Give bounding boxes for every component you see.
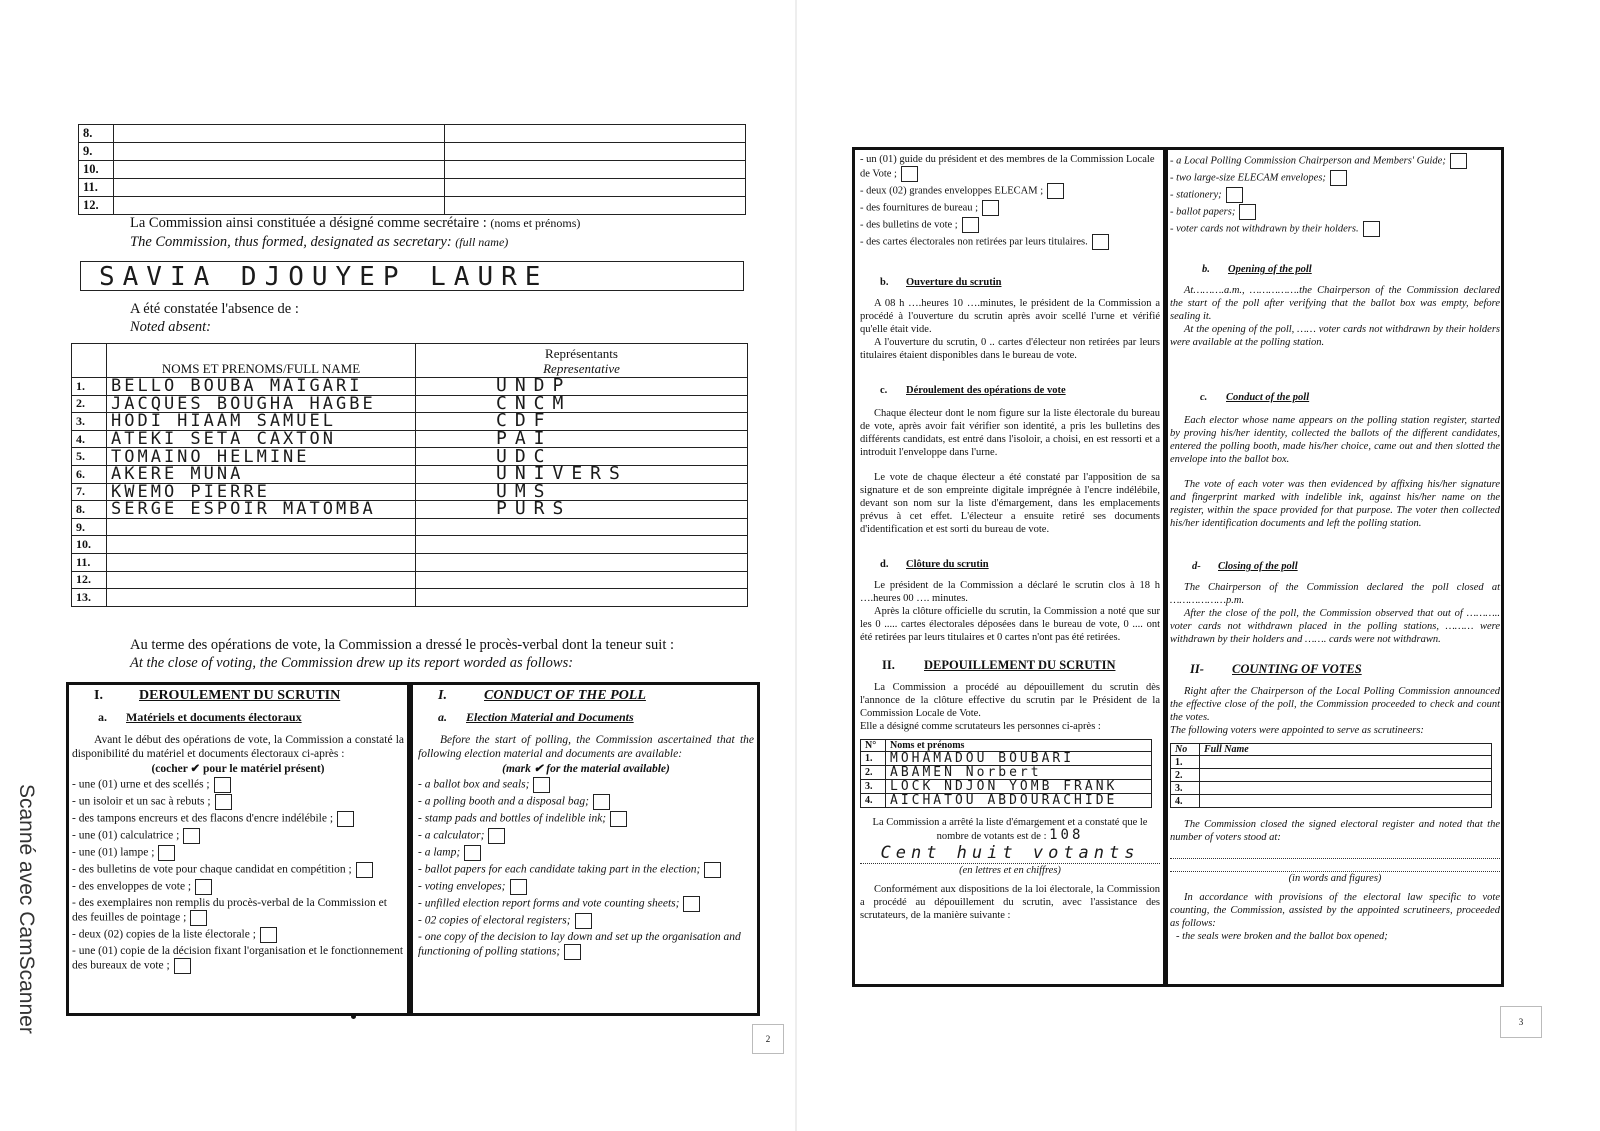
- fr-d-heading: [860, 558, 1160, 571]
- absent-row-name: SERGE ESPOIR MATOMBA: [107, 501, 416, 519]
- scrutineer-name: [1200, 756, 1492, 769]
- fr-scrut-head-n: N°: [861, 740, 886, 752]
- en-d-title: Closing of the poll: [1218, 561, 1298, 572]
- en-scrutineer-table: [1170, 743, 1492, 808]
- checklist-item: [418, 811, 754, 827]
- checkbox[interactable]: [215, 794, 232, 810]
- scrutineer-name: LOCK NDJON YOMB FRANK: [886, 780, 1152, 794]
- fr-ii-text2: Elle a désigné comme scrutateurs les personnes ci-après :: [860, 721, 1101, 732]
- en-ii-heading: [1170, 662, 1500, 677]
- checklist-item-label: - une (01) copie de la décision fixant l'organisation et le fonctionnement des bureaux de vote ;: [72, 945, 404, 972]
- absent-row-name: HODI HIAAM SAMUEL: [107, 413, 416, 431]
- en-item-list: [418, 777, 754, 960]
- scrutineer-name: [1200, 795, 1492, 808]
- fr-scrut-head-name: Noms et prénoms: [886, 740, 1152, 752]
- fr-section-num: I.: [94, 688, 103, 703]
- fr-b-title: Ouverture du scrutin: [906, 277, 1002, 288]
- scrutineer-row: [1171, 782, 1492, 795]
- absent-header-name: NOMS ET PRENOMS/FULL NAME: [107, 344, 416, 378]
- absent-row-name: [107, 536, 416, 554]
- member-row: [79, 179, 746, 197]
- camscanner-watermark: Scanné avec CamScanner: [15, 784, 38, 1034]
- checklist-item-label: - stamp pads and bottles of indelible ink;: [418, 812, 607, 825]
- absent-row-rep: UDC: [416, 448, 748, 466]
- en-ii-text2: The following voters were appointed to serve as scrutineers:: [1170, 725, 1424, 736]
- checklist-item: [418, 862, 754, 878]
- checklist-item: [72, 777, 404, 793]
- absent-row: [72, 378, 748, 396]
- checklist-item: [72, 828, 404, 844]
- scrutineer-row: [1171, 795, 1492, 808]
- checkbox[interactable]: [1047, 183, 1064, 199]
- scrutineer-number: 1.: [1171, 756, 1200, 769]
- absent-row: [72, 553, 748, 571]
- secretary-label-fr: [130, 215, 750, 232]
- checklist-item: [860, 234, 1160, 250]
- checkbox[interactable]: [1239, 204, 1256, 220]
- checklist-item-label: - deux (02) copies de la liste électorale ;: [72, 928, 256, 941]
- en-ii-num: II-: [1190, 662, 1204, 676]
- absent-row-rep: [416, 553, 748, 571]
- absent-label-en: Noted absent:: [130, 319, 211, 335]
- fr-sub-a-title: Matériels et documents électoraux: [126, 710, 302, 724]
- fr-ii-title: DEPOUILLEMENT DU SCRUTIN: [924, 658, 1116, 672]
- checklist-item: [418, 794, 754, 810]
- scrutineer-name: [1200, 782, 1492, 795]
- en-c-text1: Each elector whose name appears on the polling station register, started by proving his/her identity, collected the ballots of the different candidates, entered the polling booth, made his/her choice, came out and then slotted the envelope into the ballot box.: [1170, 415, 1500, 465]
- checklist-item: [860, 200, 1160, 216]
- checklist-item-label: - une (01) urne et des scellés ;: [72, 778, 210, 791]
- absent-row: [72, 571, 748, 589]
- en-check-note: (mark ✔ for the material available): [502, 763, 670, 775]
- checklist-item: [1170, 221, 1500, 237]
- checklist-item-label: - un isoloir et un sac à rebuts ;: [72, 795, 211, 808]
- en-b-text2: At the opening of the poll, …… voter cards not withdrawn by their holders were available at the polling station.: [1170, 324, 1500, 348]
- checklist-item-label: - ballot papers;: [1170, 206, 1236, 218]
- checklist-item: [1170, 153, 1500, 169]
- checklist-item: [860, 217, 1160, 233]
- scrutineer-number: 4.: [1171, 795, 1200, 808]
- checkbox[interactable]: [575, 913, 592, 929]
- checkbox[interactable]: [260, 927, 277, 943]
- en-final: In accordance with provisions of the electoral law specific to vote counting, the Commission, assisted by the appointed scrutineers, proceeded as follows:: [1170, 892, 1500, 929]
- fr-c-title: Déroulement des opérations de vote: [906, 385, 1066, 396]
- absent-row-name: KWEMO PIERRE: [107, 483, 416, 501]
- fr-d-title: Clôture du scrutin: [906, 559, 989, 570]
- absent-row-rep: PURS: [416, 501, 748, 519]
- fr-b-text2: A l'ouverture du scrutin, 0 .. cartes d'électeur non retirées par leurs titulaires étaient disponibles dans le bureau de vote.: [860, 337, 1160, 361]
- checkbox[interactable]: [962, 217, 979, 233]
- checkbox[interactable]: [610, 811, 627, 827]
- checklist-item-label: - des bulletins de vote ;: [860, 219, 958, 231]
- absent-row-name: [107, 518, 416, 536]
- scrutineer-name: [1200, 769, 1492, 782]
- en-b-letter: b.: [1202, 264, 1210, 275]
- fr-section-title: DEROULEMENT DU SCRUTIN: [139, 688, 341, 703]
- absent-row: [72, 395, 748, 413]
- absent-row-rep: UNIVERS: [416, 465, 748, 483]
- checklist-item-label: - a ballot box and seals;: [418, 778, 530, 791]
- absent-row-name: [107, 553, 416, 571]
- checklist-item: [418, 930, 754, 960]
- scrutineer-name: ABAMEN Norbert: [886, 766, 1152, 780]
- checklist-item-label: - des cartes électorales non retirées par leurs titulaires.: [860, 236, 1088, 248]
- member-row-number: 11.: [79, 179, 114, 197]
- member-row-number: 10.: [79, 161, 114, 179]
- checklist-item-label: - voting envelopes;: [418, 880, 506, 893]
- absent-header-rep-fr: Représentants: [545, 345, 618, 361]
- en-ii-title: COUNTING OF VOTES: [1232, 662, 1362, 676]
- secretary-label-en-small: (full name): [455, 235, 509, 249]
- absent-row-name: ATEKI SETA CAXTON: [107, 430, 416, 448]
- checklist-item: [1170, 204, 1500, 220]
- absent-row-number: 4.: [72, 430, 107, 448]
- checklist-item: [418, 777, 754, 793]
- checklist-item: [72, 927, 404, 943]
- absent-row-rep: CDF: [416, 413, 748, 431]
- absent-row: [72, 589, 748, 607]
- en-voters-text: The Commission closed the signed electoral register and noted that the number of voters stood at:: [1170, 819, 1500, 843]
- fr-b-letter: b.: [880, 277, 889, 288]
- absent-row-name: JACQUES BOUGHA HAGBE: [107, 395, 416, 413]
- member-row-name: [114, 125, 445, 143]
- checklist-item: [1170, 170, 1500, 186]
- fr-sub-a: [72, 710, 404, 725]
- scrutineer-number: 1.: [861, 752, 886, 766]
- checkbox[interactable]: [1226, 187, 1243, 203]
- checkbox[interactable]: [464, 845, 481, 861]
- absent-table: [71, 343, 748, 607]
- checklist-item-label: - stationery;: [1170, 189, 1222, 201]
- scrutineer-row: [861, 780, 1152, 794]
- absent-row-number: 7.: [72, 483, 107, 501]
- secretary-label-en: [130, 234, 750, 251]
- dot-mark: [351, 1014, 356, 1019]
- checkbox[interactable]: [337, 811, 354, 827]
- absent-row-rep: PAI: [416, 430, 748, 448]
- checkbox[interactable]: [1330, 170, 1347, 186]
- absent-row: [72, 483, 748, 501]
- checklist-item-label: - des enveloppes de vote ;: [72, 880, 192, 893]
- checklist-item: [418, 879, 754, 895]
- member-row: [79, 197, 746, 215]
- absent-row-number: 5.: [72, 448, 107, 466]
- fr-voters-text: [860, 816, 1160, 843]
- en-final-item: - the seals were broken and the ballot box opened;: [1176, 931, 1388, 942]
- absent-row-name: TOMAINO HELMINE: [107, 448, 416, 466]
- member-row-name: [114, 143, 445, 161]
- conduct-en-column: [418, 688, 754, 960]
- checkbox[interactable]: [356, 862, 373, 878]
- en-scrut-head-name: Full Name: [1200, 744, 1492, 756]
- fr-c-text2: Le vote de chaque électeur a été constaté par l'apposition de sa signature et de son empreinte digitale imprégnée à l'encre indélébile, devant son nom sur la liste d'émargement, dans les emplacements prévus à cet effet. L'électeur a ensuite retiré ses documents d'identification et est sorti du bureau de vote.: [860, 472, 1160, 535]
- checkbox[interactable]: [158, 845, 175, 861]
- scrutineer-row: [861, 794, 1152, 808]
- scrutineer-number: 4.: [861, 794, 886, 808]
- checkbox[interactable]: [488, 828, 505, 844]
- scrutineer-name: MOHAMADOU BOUBARI: [886, 752, 1152, 766]
- checklist-item-label: - a polling booth and a disposal bag;: [418, 795, 589, 808]
- member-row: [79, 161, 746, 179]
- close-text-fr: Au terme des opérations de vote, la Commission a dressé le procès-verbal dont la teneur suit :: [130, 637, 675, 653]
- member-row-number: 12.: [79, 197, 114, 215]
- absent-row-rep: UMS: [416, 483, 748, 501]
- fr-voters-text-body: La Commission a arrêté la liste d'émargement et a constaté que le nombre de votants est de :: [872, 817, 1148, 842]
- checklist-item: [860, 153, 1160, 182]
- checkbox[interactable]: [593, 794, 610, 810]
- absent-row-rep: [416, 518, 748, 536]
- right-fr-column: [860, 152, 1160, 922]
- fr-check-note: (cocher ✔ pour le matériel présent): [151, 763, 325, 775]
- scrutineer-row: [1171, 769, 1492, 782]
- absent-row-name: [107, 589, 416, 607]
- en-sub-a: [418, 710, 754, 725]
- scrutineer-number: 3.: [861, 780, 886, 794]
- absent-row: [72, 518, 748, 536]
- member-row-extra: [445, 179, 746, 197]
- member-row-extra: [445, 197, 746, 215]
- en-d-letter: d-: [1192, 561, 1201, 572]
- absent-row-rep: [416, 589, 748, 607]
- en-d-heading: [1170, 560, 1500, 573]
- en-c-title: Conduct of the poll: [1226, 392, 1310, 403]
- checkbox[interactable]: [533, 777, 550, 793]
- fr-section-heading: [72, 688, 404, 704]
- close-text-en: At the close of voting, the Commission drew up its report worded as follows:: [130, 655, 574, 671]
- member-row: [79, 143, 746, 161]
- checklist-item-label: - voter cards not withdrawn by their holders.: [1170, 223, 1359, 235]
- absent-header-rep-en: Representative: [543, 360, 620, 376]
- member-row: [79, 125, 746, 143]
- checklist-item: [860, 183, 1160, 199]
- checklist-item: [72, 811, 404, 827]
- fr-d-text1: Le président de la Commission a déclaré le scrutin clos à 18 h ….heures 00 …. minutes.: [860, 580, 1160, 604]
- absent-row-number: 9.: [72, 518, 107, 536]
- en-intro: Before the start of polling, the Commission ascertained that the following election material and documents are available:: [418, 734, 754, 760]
- en-sub-a-letter: a.: [438, 710, 447, 724]
- absent-row: [72, 501, 748, 519]
- checkbox[interactable]: [214, 777, 231, 793]
- checklist-item-label: - une (01) calculatrice ;: [72, 829, 180, 842]
- absent-row: [72, 430, 748, 448]
- checklist-item-label: - ballot papers for each candidate taking part in the election;: [418, 863, 701, 876]
- fr-voters-words: Cent huit votants: [860, 843, 1160, 864]
- en-voters-line-2: [1170, 859, 1500, 872]
- page-gutter: [795, 0, 797, 1131]
- absent-row-number: 12.: [72, 571, 107, 589]
- checkbox[interactable]: [1450, 153, 1467, 169]
- scrutineer-row: [861, 752, 1152, 766]
- fr-ii-text: La Commission a procédé au dépouillement du scrutin dès l'annonce de la clôture effective du scrutin par le Président de la Commission Locale de Vote.: [860, 682, 1160, 719]
- checklist-item-label: - des fournitures de bureau ;: [860, 202, 979, 214]
- fr-c-letter: c.: [880, 385, 888, 396]
- checklist-item: [418, 828, 754, 844]
- member-row-extra: [445, 161, 746, 179]
- scrutineer-number: 3.: [1171, 782, 1200, 795]
- checkbox[interactable]: [683, 896, 700, 912]
- absent-row-number: 10.: [72, 536, 107, 554]
- checklist-item-label: - one copy of the decision to lay down and set up the organisation and functioning of polling stations;: [418, 931, 741, 958]
- checklist-item-label: - a lamp;: [418, 846, 461, 859]
- en-items-cont: [1170, 153, 1500, 237]
- fr-d-text2: Après la clôture officielle du scrutin, la Commission a noté que sur les 0 ..... cartes électorales déposées dans le bureau de vote, 0 .... ont été retirées par leurs titulaires et 0 cartes n'ont pas été retirées.: [860, 606, 1160, 643]
- absent-row-number: 3.: [72, 413, 107, 431]
- checklist-item-label: - unfilled election report forms and vote counting sheets;: [418, 897, 680, 910]
- absent-row-rep: [416, 536, 748, 554]
- checklist-item: [418, 896, 754, 912]
- absent-row-number: 13.: [72, 589, 107, 607]
- checklist-item-label: - deux (02) grandes enveloppes ELECAM ;: [860, 185, 1044, 197]
- absent-row-number: 6.: [72, 465, 107, 483]
- en-section-title: CONDUCT OF THE POLL: [484, 688, 646, 703]
- en-section-num: I.: [438, 688, 447, 703]
- fr-intro: Avant le début des opérations de vote, la Commission a constaté la disponibilité du matériel et documents électoraux ci-après :: [72, 734, 404, 760]
- page-number-left: 2: [752, 1024, 784, 1054]
- checkbox[interactable]: [1363, 221, 1380, 237]
- secretary-label-fr-small: (noms et prénoms): [490, 216, 581, 230]
- checklist-item-label: - a Local Polling Commission Chairperson and Members' Guide;: [1170, 155, 1446, 167]
- fr-voters-caption: (en lettres et en chiffres): [959, 865, 1061, 876]
- absent-row-name: AKERE MUNA: [107, 465, 416, 483]
- checklist-item: [72, 896, 404, 926]
- checkbox[interactable]: [1092, 234, 1109, 250]
- absent-row: [72, 465, 748, 483]
- checklist-item: [1170, 187, 1500, 203]
- checklist-item: [72, 862, 404, 878]
- fr-item-list: [72, 777, 404, 974]
- member-row-extra: [445, 125, 746, 143]
- scrutineer-number: 2.: [861, 766, 886, 780]
- absent-row: [72, 413, 748, 431]
- checklist-item-label: - une (01) lampe ;: [72, 846, 155, 859]
- fr-c-heading: [860, 384, 1160, 397]
- page-number-right: 3: [1500, 1006, 1542, 1038]
- member-row-number: 8.: [79, 125, 114, 143]
- en-b-text1: At……….a.m., …………….the Chairperson of the Commission declared the start of the poll after verifying that the ballot box was empty, before sealing it.: [1170, 285, 1500, 322]
- fr-b-heading: [860, 276, 1160, 289]
- scrutineer-number: 2.: [1171, 769, 1200, 782]
- checklist-item-label: - 02 copies of electoral registers;: [418, 914, 571, 927]
- checkbox[interactable]: [174, 958, 191, 974]
- scrutineer-row: [861, 766, 1152, 780]
- checkbox[interactable]: [510, 879, 527, 895]
- fr-final: Conformément aux dispositions de la loi électorale, la Commission a procédé au dépouillement du scrutin, avec l'assistance des scrutateurs, de la manière suivante :: [860, 884, 1160, 921]
- en-b-heading: [1170, 263, 1500, 276]
- fr-c-text1: Chaque électeur dont le nom figure sur la liste électorale du bureau de vote, après avoir fait vérifier son identité, a pris les bulletins des différents candidats, est entré dans l'isoloir, a choisi, en est ressorti et a introduit l'enveloppe dans l'urne.: [860, 408, 1160, 458]
- en-ii-text: Right after the Chairperson of the Local Polling Commission announced the effective close of the poll, the Commission proceeded to check and count the votes.: [1170, 686, 1500, 723]
- right-en-column: [1170, 152, 1500, 943]
- fr-scrutineer-table: [860, 739, 1152, 808]
- fr-sub-a-letter: a.: [98, 710, 107, 724]
- absent-row-number: 8.: [72, 501, 107, 519]
- checklist-item-label: - des tampons encreurs et des flacons d'encre indélébile ;: [72, 812, 334, 825]
- checklist-item-label: - des bulletins de vote pour chaque candidat en compétition ;: [72, 863, 352, 876]
- checkbox[interactable]: [183, 828, 200, 844]
- checklist-item: [72, 944, 404, 974]
- checklist-item: [418, 845, 754, 861]
- en-c-heading: [1170, 391, 1500, 404]
- absent-row-rep: UNDP: [416, 378, 748, 396]
- member-row-number: 9.: [79, 143, 114, 161]
- en-voters-line-1: [1170, 844, 1500, 859]
- fr-d-letter: d.: [880, 559, 889, 570]
- secretary-label-fr-text: La Commission ainsi constituée a désigné comme secrétaire :: [130, 215, 491, 231]
- column-divider: [407, 682, 413, 1016]
- checklist-item-label: - un (01) guide du président et des membres de la Commission Locale de Vote ;: [860, 154, 1155, 180]
- checklist-item: [72, 879, 404, 895]
- fr-ii-heading: [860, 658, 1160, 673]
- absent-row: [72, 448, 748, 466]
- secretary-label-en-text: The Commission, thus formed, designated as secretary:: [130, 234, 456, 250]
- en-d-text2: After the close of the poll, the Commission observed that out of ……….. voter cards not withdrawn placed in the polling stations, ……… were withdrawn by their holders and ……. cards were not withdrawn.: [1170, 608, 1500, 645]
- absent-header-rep: [416, 344, 748, 378]
- checkbox[interactable]: [564, 944, 581, 960]
- checklist-item: [418, 913, 754, 929]
- checkbox[interactable]: [190, 910, 207, 926]
- en-b-title: Opening of the poll: [1228, 264, 1312, 275]
- checkbox[interactable]: [195, 879, 212, 895]
- absent-row-number: 11.: [72, 553, 107, 571]
- members-table-continued: [78, 124, 746, 215]
- fr-items-cont: [860, 153, 1160, 250]
- absent-row-rep: CNCM: [416, 395, 748, 413]
- fr-voters-figure: 108: [1049, 827, 1084, 843]
- checklist-item-label: - two large-size ELECAM envelopes;: [1170, 172, 1326, 184]
- en-sub-a-title: Election Material and Documents: [466, 710, 634, 724]
- absent-row-number: 2.: [72, 395, 107, 413]
- fr-b-text1: A 08 h ….heures 10 ….minutes, le président de la Commission a procédé à l'ouverture du scrutin après avoir scellé l'urne et vérifié qu'elle était vide.: [860, 298, 1160, 335]
- member-row-extra: [445, 143, 746, 161]
- en-section-heading: [418, 688, 754, 704]
- absent-row-name: BELLO BOUBA MAIGARI: [107, 378, 416, 396]
- en-c-text2: The vote of each voter was then evidenced by affixing his/her signature and fingerprint marked with indelible ink, against his/her name on the register, within the space provided for that purpose. The voter then collected his/her identification documents and left the polling station.: [1170, 479, 1500, 529]
- fr-ii-num: II.: [882, 658, 895, 672]
- en-voters-caption: (in words and figures): [1288, 873, 1382, 884]
- scrutineer-name: AICHATOU ABDOURACHIDE: [886, 794, 1152, 808]
- right-column-divider: [1163, 147, 1168, 987]
- checklist-item: [72, 794, 404, 810]
- checklist-item: [72, 845, 404, 861]
- conduct-fr-column: [72, 688, 404, 974]
- en-d-text1: The Chairperson of the Commission declared the poll closed at ………………p.m.: [1170, 582, 1500, 606]
- checkbox[interactable]: [982, 200, 999, 216]
- secretary-name-field: SAVIA DJOUYEP LAURE: [80, 261, 744, 291]
- absent-row-name: [107, 571, 416, 589]
- checklist-item-label: - des exemplaires non remplis du procès-verbal de la Commission et des feuilles de pointage ;: [72, 897, 387, 924]
- absent-row: [72, 536, 748, 554]
- checklist-item-label: - a calculator;: [418, 829, 485, 842]
- member-row-name: [114, 197, 445, 215]
- en-scrut-head-n: No: [1171, 744, 1200, 756]
- scrutineer-row: [1171, 756, 1492, 769]
- member-row-name: [114, 179, 445, 197]
- absent-row-rep: [416, 571, 748, 589]
- absent-row-number: 1.: [72, 378, 107, 396]
- checkbox[interactable]: [901, 166, 918, 182]
- absent-label-fr: A été constatée l'absence de :: [130, 301, 299, 317]
- member-row-name: [114, 161, 445, 179]
- checkbox[interactable]: [704, 862, 721, 878]
- en-c-letter: c.: [1200, 392, 1208, 403]
